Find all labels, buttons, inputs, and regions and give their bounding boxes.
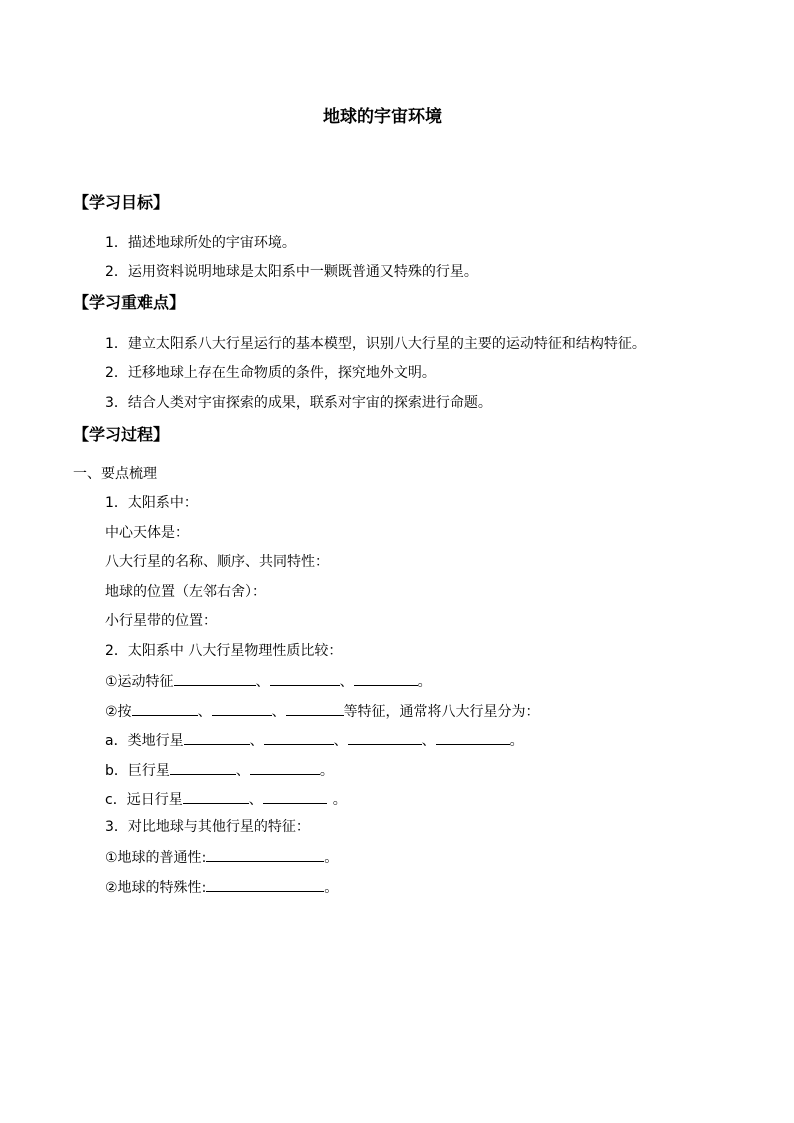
question-3a-label: ①地球的普通性 bbox=[105, 850, 202, 866]
question-1: 1．太阳系中： bbox=[105, 495, 198, 511]
answer-blank[interactable] bbox=[174, 670, 256, 686]
answer-blank[interactable] bbox=[212, 700, 272, 716]
question-2e-label: c．远日行星 bbox=[105, 792, 183, 808]
part-heading: 一、要点梳理 bbox=[73, 466, 157, 482]
page-title: 地球的宇宙环境 bbox=[323, 107, 442, 127]
objective-item-1: 1．描述地球所处的宇宙环境。 bbox=[105, 235, 296, 251]
answer-blank[interactable] bbox=[264, 729, 334, 745]
key-point-item-2: 2．迁移地球上存在生命物质的条件，探究地外文明。 bbox=[105, 365, 436, 381]
question-3b: ②地球的特殊性: 。 bbox=[105, 876, 338, 898]
question-2a: ①运动特征 、 、 。 bbox=[105, 670, 432, 692]
question-2b: ②按 、 、 等特征，通常将八大行星分为： bbox=[105, 700, 540, 722]
answer-blank[interactable] bbox=[436, 729, 510, 745]
answer-blank[interactable] bbox=[354, 670, 418, 686]
question-3b-label: ②地球的特殊性 bbox=[105, 880, 202, 896]
answer-blank[interactable] bbox=[286, 700, 344, 716]
objective-item-2: 2．运用资料说明地球是太阳系中一颗既普通又特殊的行星。 bbox=[105, 264, 478, 280]
question-2d-label: b．巨行星 bbox=[105, 763, 170, 779]
answer-blank[interactable] bbox=[206, 876, 324, 892]
question-2d: b．巨行星 、 。 bbox=[105, 759, 334, 781]
answer-blank[interactable] bbox=[132, 700, 198, 716]
question-3a: ①地球的普通性: 。 bbox=[105, 846, 338, 868]
question-3: 3．对比地球与其他行星的特征： bbox=[105, 819, 310, 835]
question-2: 2．太阳系中 八大行星物理性质比较： bbox=[105, 643, 343, 659]
answer-blank[interactable] bbox=[250, 759, 320, 775]
question-1d: 小行星带的位置： bbox=[105, 613, 217, 629]
key-point-item-1: 1．建立太阳系八大行星运行的基本模型，识别八大行星的主要的运动特征和结构特征。 bbox=[105, 336, 646, 352]
question-2c-label: a．类地行星 bbox=[105, 733, 184, 749]
question-2c: a．类地行星 、 、 、 。 bbox=[105, 729, 524, 751]
question-2e: c．远日行星 、 。 bbox=[105, 788, 347, 810]
answer-blank[interactable] bbox=[184, 729, 250, 745]
question-2a-label: ①运动特征 bbox=[105, 674, 174, 690]
answer-blank[interactable] bbox=[270, 670, 340, 686]
answer-blank[interactable] bbox=[170, 759, 236, 775]
question-2b-label: ②按 bbox=[105, 704, 132, 720]
answer-blank[interactable] bbox=[183, 788, 249, 804]
section-heading-objectives: 【学习目标】 bbox=[73, 193, 170, 212]
answer-blank[interactable] bbox=[348, 729, 422, 745]
key-point-item-3: 3．结合人类对宇宙探索的成果，联系对宇宙的探索进行命题。 bbox=[105, 395, 492, 411]
question-1a: 中心天体是： bbox=[105, 525, 189, 541]
answer-blank[interactable] bbox=[206, 846, 324, 862]
section-heading-process: 【学习过程】 bbox=[73, 425, 170, 444]
answer-blank[interactable] bbox=[263, 788, 327, 804]
question-1b: 八大行星的名称、顺序、共同特性： bbox=[105, 554, 329, 570]
section-heading-key-points: 【学习重难点】 bbox=[73, 293, 186, 312]
question-1c: 地球的位置（左邻右舍）： bbox=[105, 584, 266, 600]
